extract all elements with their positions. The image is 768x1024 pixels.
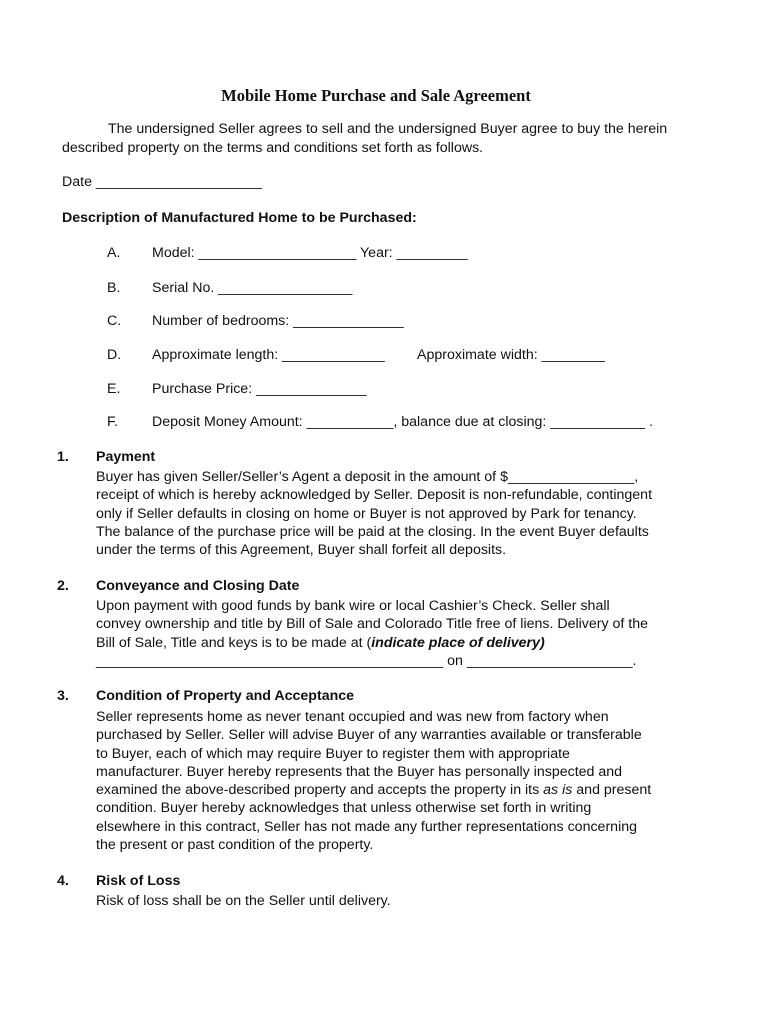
section-heading-risk: Risk of Loss [96, 873, 181, 889]
item-letter: D. [107, 347, 122, 363]
item-letter: B. [107, 280, 121, 296]
section-number: 1. [57, 449, 69, 465]
section-heading-payment: Payment [96, 449, 156, 465]
body-line: the present or past condition of the property. [96, 837, 374, 854]
body-line: Risk of loss shall be on the Seller until delivery. [96, 893, 391, 909]
purchase-price-field: Purchase Price: ______________ [152, 381, 367, 397]
body-line: condition. Buyer hereby acknowledges that unless otherwise set forth in writing [96, 800, 592, 817]
body-line: elsewhere in this contract, Seller has not made any further representations concerning [96, 818, 637, 835]
deposit-balance-field: Deposit Money Amount: ___________, balance due at closing: ____________ . [152, 414, 653, 430]
bedrooms-field: Number of bedrooms: ______________ [152, 313, 404, 329]
section-heading-conveyance: Conveyance and Closing Date [96, 578, 300, 594]
delivery-place-hint: indicate place of delivery) [371, 634, 545, 651]
serial-number-field: Serial No. _________________ [152, 280, 353, 296]
body-line: under the terms of this Agreement, Buyer shall forfeit all deposits. [96, 542, 507, 559]
body-text: Bill of Sale, Title and keys is to be made at ( [96, 634, 372, 651]
body-line: manufacturer. Buyer hereby represents that the Buyer has personally inspected and [96, 763, 623, 780]
description-heading: Description of Manufactured Home to be Purchased: [62, 210, 417, 226]
body-line: Upon payment with good funds by bank wire or local Cashier’s Check. Seller shall [96, 598, 610, 614]
section-body-risk [96, 892, 696, 910]
section-body-conveyance [96, 597, 696, 670]
section-body-payment [96, 468, 696, 559]
section-number: 4. [57, 873, 69, 889]
item-letter: A. [107, 245, 121, 261]
body-line: Buyer has given Seller/Seller’s Agent a deposit in the amount of $________________, [96, 469, 639, 485]
section-number: 3. [57, 688, 69, 704]
item-letter: C. [107, 313, 122, 329]
as-is-emphasis: as is [543, 782, 573, 799]
model-year-field: Model: ____________________ Year: _________ [152, 245, 468, 261]
date-field-line: Date _____________________ [62, 174, 262, 190]
body-text: examined the above-described property and accepts the property in its [96, 782, 544, 799]
section-body-condition [96, 708, 696, 854]
body-text: and present [572, 782, 652, 799]
body-line: Seller represents home as never tenant occupied and was new from factory when [96, 709, 609, 725]
body-line: purchased by Seller. Seller will advise Buyer of any warranties available or transferable [96, 727, 642, 744]
body-line: receipt of which is hereby acknowledged by Seller. Deposit is non-refundable, contingent [96, 487, 653, 504]
section-number: 2. [57, 578, 69, 594]
body-line: only if Seller defaults in closing on home or Buyer is not approved by Park for tenancy. [96, 505, 637, 522]
body-line: to Buyer, each of which may require Buyer to register them with appropriate [96, 745, 570, 762]
item-letter: F. [107, 414, 119, 430]
item-letter: E. [107, 381, 121, 397]
intro-paragraph: The undersigned Seller agrees to sell and the undersigned Buyer agree to buy the herein described property on the terms and conditions set forth as follows. [62, 121, 668, 156]
width-field: Approximate width: ________ [417, 347, 605, 363]
body-line: The balance of the purchase price will be paid at the closing. In the event Buyer defaults [96, 523, 649, 540]
document-title: Mobile Home Purchase and Sale Agreement [221, 86, 531, 105]
length-field: Approximate length: _____________ [152, 347, 385, 363]
section-heading-condition: Condition of Property and Acceptance [96, 688, 355, 704]
body-line [96, 634, 696, 652]
body-line [96, 781, 696, 799]
delivery-place-field: ____________________________________________ on _____________________. [96, 652, 637, 669]
body-line: convey ownership and title by Bill of Sale and Colorado Title free of liens. Delivery of the [96, 616, 649, 633]
